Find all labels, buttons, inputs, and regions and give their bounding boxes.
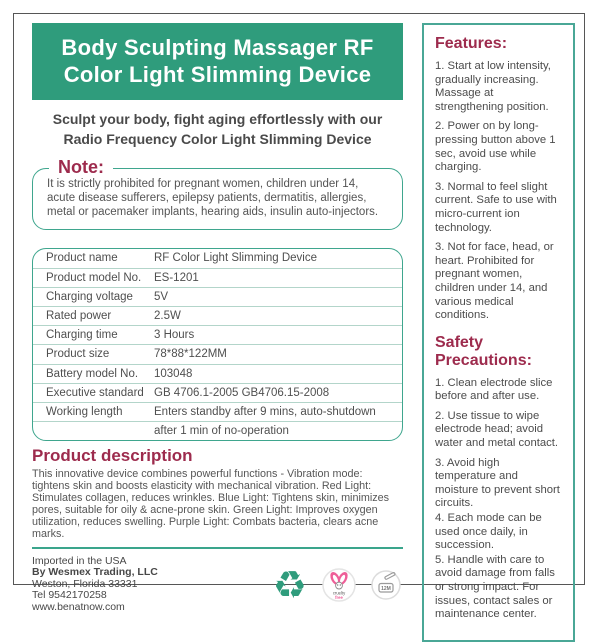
table-row [33, 269, 402, 288]
period-after-opening-label: 12M [381, 585, 391, 592]
description-text: This innovative device combines powerful functions - Vibration mode: tightens skin and boosts elasticity with mechanical vibration. Red Light: Stimulates collagen, reduces wrinkles. Blue Light: Tightens skin, minimizes pores, suitable for oily & acne-prone skin. Green Light: Improves oxygen utilization, reduces swelling. Purple Light: Combats bacteria, clears acne marks. [32, 468, 390, 540]
label-frame [13, 13, 585, 621]
row-value: Enters standby after 9 mins, auto-shutdown [154, 405, 376, 418]
features-heading: Features: [435, 35, 508, 52]
row-label: Product name [46, 252, 118, 265]
product-title-banner [32, 23, 403, 100]
feature-item: 3. Not for face, head, or heart. Prohibited for pregnant women, children under 14, and various medical conditions. [435, 241, 554, 322]
row-label: Rated power [46, 310, 112, 323]
product-subtitle-line1: Sculpt your body, fight aging effortlessly with our [52, 111, 383, 127]
product-subtitle-line2: Radio Frequency Color Light Slimming Device [63, 131, 372, 147]
address-line: Weston, Florida 33331 [32, 577, 138, 590]
row-value: 78*88*122MM [154, 348, 227, 361]
row-label: Charging time [46, 329, 118, 342]
row-value: 103048 [154, 367, 193, 380]
row-value: 3 Hours [154, 329, 195, 342]
row-label: Product size [46, 348, 110, 361]
left-column [32, 23, 403, 614]
cruelty-free-icon [322, 568, 356, 602]
feature-item: 1. Start at low intensity, gradually increasing. Massage at strengthening position. [435, 60, 551, 113]
safety-item: 1. Clean electrode slice before and after use. [435, 376, 553, 403]
safety-item: 5. Handle with care to avoid damage from falls or strong impact. For issues, contact sales or maintenance center. [435, 553, 555, 621]
address-line: Imported in the USA [32, 554, 127, 567]
row-value: RF Color Light Slimming Device [154, 252, 317, 265]
specs-table [32, 248, 403, 441]
row-value: 5V [154, 290, 169, 303]
table-row [33, 307, 402, 326]
importer-address [32, 556, 158, 614]
footer-divider [32, 547, 403, 549]
product-title-line2: Color Light Slimming Device [63, 62, 372, 87]
feature-item: 2. Power on by long-pressing button above 1 sec, avoid use while charging. [435, 120, 556, 174]
safety-item: 2. Use tissue to wipe electrode head; avoid water and metal contact. [435, 409, 559, 450]
row-value: GB 4706.1-2005 GB4706.15-2008 [154, 386, 330, 399]
table-row [33, 384, 402, 403]
table-row [33, 365, 402, 384]
row-label: Product model No. [46, 271, 142, 284]
table-row [33, 249, 402, 268]
footer [32, 556, 403, 614]
compliance-icons [272, 562, 403, 607]
row-label: Battery model No. [46, 367, 139, 380]
safety-precautions-heading: Safety Precautions: [435, 333, 532, 369]
address-line-website: www.benatnow.com [32, 601, 125, 614]
row-value: 2.5W [154, 310, 181, 323]
row-label: Executive standard [46, 386, 144, 399]
row-label: Working length [46, 405, 123, 418]
note-text: It is strictly prohibited for pregnant women, children under 14, acute disease sufferers, epilepsy patients, dermatitis, allergies, metal or pacemaker implants, hearing aids, insulin auto-injectors. [47, 178, 379, 218]
features-panel [422, 23, 575, 642]
feature-item: 3. Normal to feel slight current. Safe to use with micro-current ion technology. [435, 180, 557, 234]
table-row [33, 326, 402, 345]
description-heading: Product description [32, 446, 193, 466]
row-value: after 1 min of no-operation [154, 425, 289, 438]
note-box [32, 157, 403, 230]
row-label: Charging voltage [46, 290, 133, 303]
recycle-icon: ♻ [272, 562, 307, 607]
cruelty-free-word2: free [335, 594, 343, 600]
period-after-opening-icon [371, 570, 401, 600]
row-value: ES-1201 [154, 271, 199, 284]
note-label: Note: [49, 157, 113, 178]
safety-item: 4. Each mode can be used once daily, in succession. [435, 512, 542, 552]
table-row [33, 403, 402, 422]
address-line-company: By Wesmex Trading, LLC [32, 566, 158, 579]
product-title-line1: Body Sculpting Massager RF [61, 35, 374, 60]
table-row [33, 422, 402, 440]
table-row [33, 288, 402, 307]
product-subtitle [32, 109, 403, 149]
safety-item: 3. Avoid high temperature and moisture to prevent short circuits. [435, 456, 560, 510]
address-line: Tel 9542170258 [32, 589, 107, 602]
table-row [33, 345, 402, 364]
cruelty-free-word1: cruelty [332, 590, 346, 596]
